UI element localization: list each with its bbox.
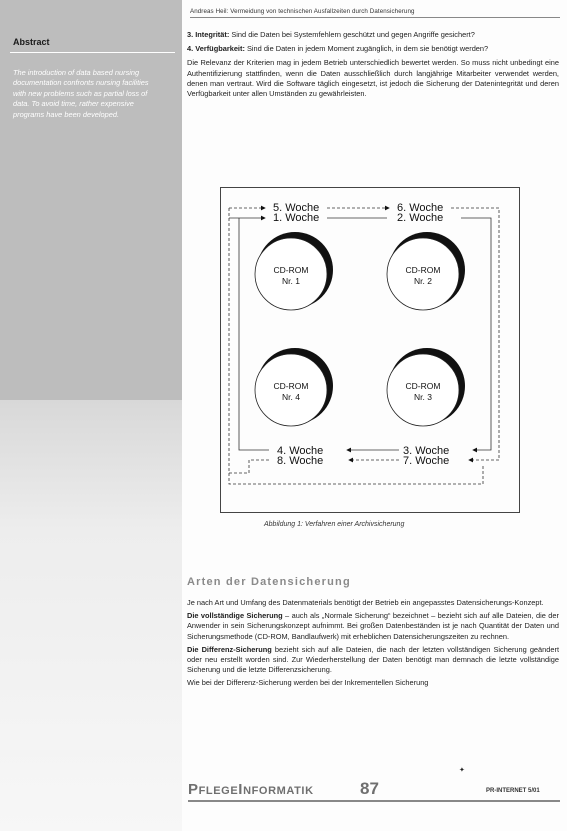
intro-paragraph: Die Relevanz der Kriterien mag in jedem Betrieb unterschiedlich bewertet werden. So muss nicht unbedingt eine Authentifizierung stattfinden, wenn die Daten ausschließlich durch langjährige Mitarbeiter verwendet werden, denen man vertraut. Wird die Software täglich eingesetzt, ist jedoch die Sicherung der Datenintegrität und deren Verfügbarkeit unter allen Umständen zu gewährleisten. — [187, 58, 559, 99]
paragraph-text: Wie bei der Differenz-Sicherung werden bei der Inkrementellen Sicherung — [187, 678, 429, 688]
label-week3: 3. Woche — [403, 445, 450, 457]
label-week8: 8. Woche — [277, 455, 324, 467]
abstract-sidebar — [0, 0, 182, 400]
label-week4: 4. Woche — [277, 445, 324, 457]
section-paragraph — [187, 678, 559, 688]
section-paragraph — [187, 645, 559, 676]
criterion-label: 4. Verfügbarkeit: — [187, 44, 245, 54]
criteria-list — [187, 30, 559, 99]
rotation-diagram — [221, 188, 521, 514]
criterion-text: Sind die Daten in jedem Moment zugänglich, in dem sie benötigt werden? — [244, 44, 489, 54]
page-number: 87 — [360, 779, 379, 798]
criterion-integritaet — [187, 30, 559, 40]
issue-label: PR-INTERNET 5/01 — [486, 788, 540, 794]
disc-number: Nr. 1 — [282, 276, 300, 286]
label-week2: 2. Woche — [397, 212, 444, 224]
label-week6: 6. Woche — [397, 202, 444, 214]
abstract-body: The introduction of data based nursing documentation confronts nursing facilities with new problems such as partial loss of data. To avoid time, rather expensive programs have been developed. — [13, 68, 149, 119]
header-rule — [190, 17, 560, 18]
journal-brand — [188, 781, 314, 798]
archive-backup-figure — [220, 187, 520, 513]
label-week1: 1. Woche — [273, 212, 320, 224]
disc-label: CD-ROM — [273, 265, 309, 275]
section-title: Arten der Datensicherung — [187, 576, 351, 588]
bullet-mark: ✦ — [459, 767, 465, 774]
sidebar-shadow — [0, 400, 182, 831]
disc-number: Nr. 2 — [414, 276, 432, 286]
running-head: Andreas Heil: Vermeidung von technischen Ausfallzeiten durch Datensicherung — [190, 8, 415, 15]
paragraph-text: Je nach Art und Umfang des Datenmaterials benötigt der Betrieb ein angepasstes Datensicherungs-Konzept. — [187, 598, 544, 607]
section-body — [187, 598, 559, 689]
section-paragraph — [187, 598, 559, 608]
section-paragraph — [187, 611, 559, 642]
brand-initial: P — [188, 781, 199, 798]
paragraph-text: bezieht sich auf alle Dateien, die nach der letzten vollständigen Sicherung geändert oder neu erstellt worden sind. Zur Wiederherstellung der Daten benötigt man demnach die letzte vollständige Sicherung und die letzte Differenzsicherung. — [187, 644, 559, 675]
disc-label: CD-ROM — [405, 381, 441, 391]
disc-label: CD-ROM — [405, 265, 441, 275]
disc-number: Nr. 3 — [414, 392, 432, 402]
disc-label: CD-ROM — [273, 381, 309, 391]
label-week7: 7. Woche — [403, 455, 450, 467]
brand-part: FLEGE — [198, 785, 239, 797]
criterion-verfuegbarkeit — [187, 44, 559, 54]
figure-caption: Abbildung 1: Verfahren einer Archivsicherung — [264, 521, 405, 528]
paragraph-lead: Die vollständige Sicherung — [187, 611, 283, 621]
brand-part: NFORMATIK — [243, 785, 314, 797]
abstract-text — [13, 68, 163, 120]
label-week5: 5. Woche — [273, 202, 320, 214]
abstract-divider — [10, 52, 175, 53]
paragraph-text: – auch als „Normale Sicherung“ bezeichnet – bezieht sich auf alle Dateien, die der Anwender in sein Sicherungskonzept aufnimmt. Bei großen Datenbeständen ist je nach Quantität der Daten und Sicherungsmethode (CD-ROM, Bandlaufwerk) mit erheblichen Datensicherungszeiten zu rechnen. — [187, 611, 559, 641]
criterion-label: 3. Integrität: — [187, 30, 230, 39]
brand-initial: I — [238, 781, 244, 798]
abstract-title: Abstract — [13, 37, 50, 47]
footer-rule — [188, 800, 560, 802]
disc-number: Nr. 4 — [282, 392, 300, 402]
criterion-text: Sind die Daten bei Systemfehlern geschützt und gegen Angriffe gesichert? — [229, 30, 475, 39]
paragraph-lead: Die Differenz-Sicherung — [187, 644, 272, 654]
